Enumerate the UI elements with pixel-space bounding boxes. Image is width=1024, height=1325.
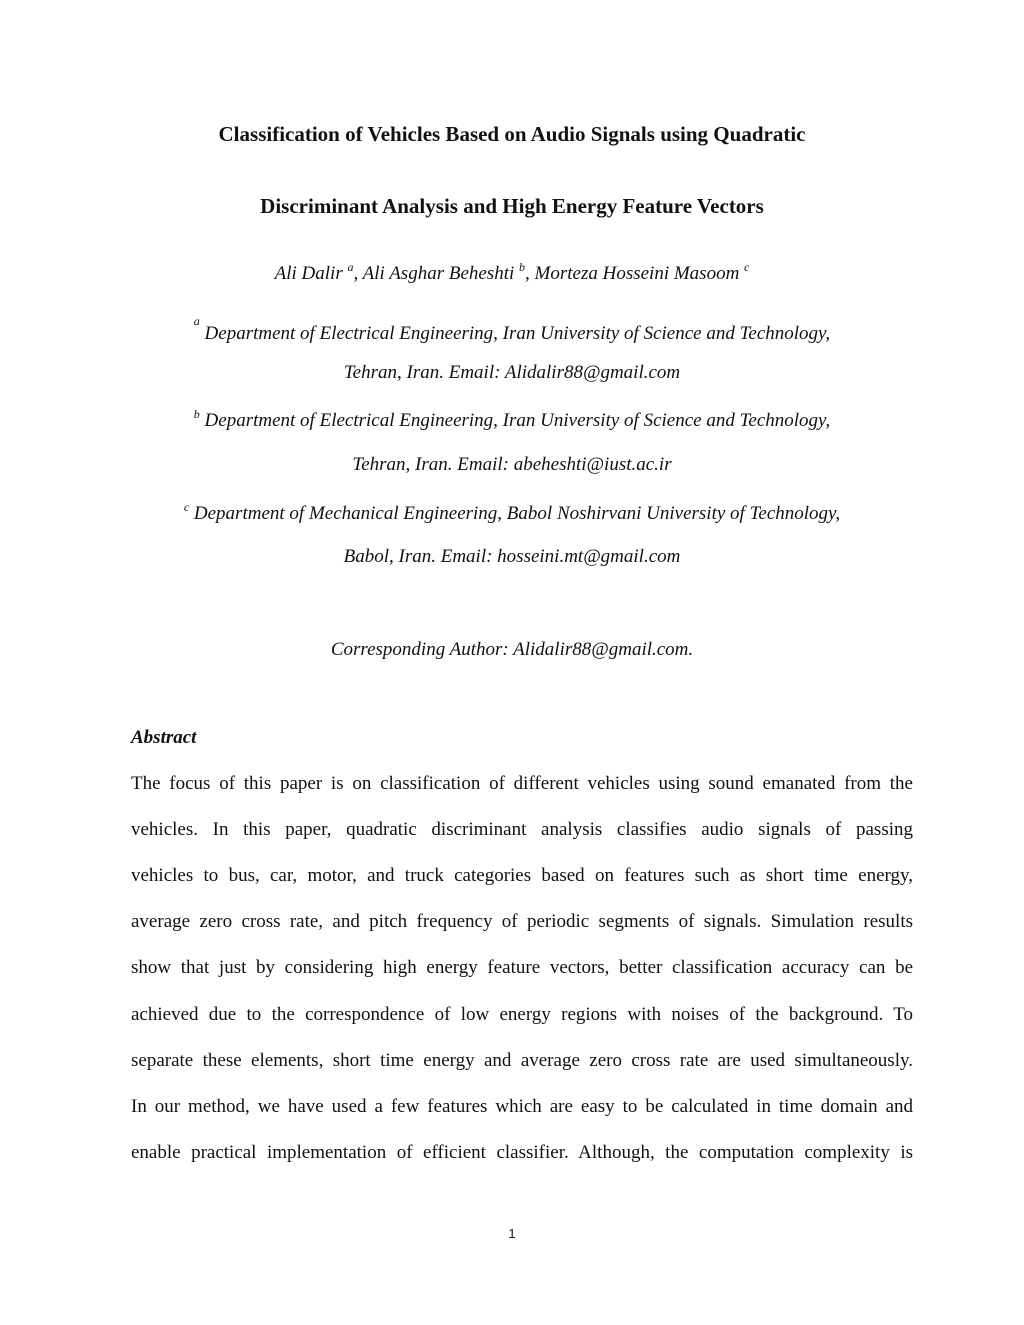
affiliation-c-text: Department of Mechanical Engineering, Babol Noshirvani University of Technology, — [193, 503, 841, 524]
affiliation-c-mark: c — [183, 500, 190, 514]
affiliation-a-mark: a — [193, 314, 200, 328]
abstract-line-4: average zero cross rate, and pitch frequency of periodic segments of signals. Simulation results — [131, 911, 913, 932]
affiliation-b-text: Department of Electrical Engineering, Iran University of Science and Technology, — [204, 410, 831, 431]
affiliation-b-mark: b — [193, 407, 200, 421]
author-a: Ali Dalir — [274, 263, 343, 284]
author-c-mark: c — [744, 260, 750, 274]
paper-title-line-1: Classification of Vehicles Based on Audio Signals using Quadratic — [218, 122, 806, 146]
page-number: 1 — [508, 1226, 516, 1241]
paper-title-line-2: Discriminant Analysis and High Energy Feature Vectors — [260, 194, 764, 218]
affiliation-a-line-1 — [0, 314, 1024, 345]
abstract-line-7: separate these elements, short time energy and average zero cross rate are used simultaneously. — [131, 1050, 913, 1071]
affiliation-c-line-2: Babol, Iran. Email: hosseini.mt@gmail.com — [343, 546, 681, 567]
corresponding-author: Corresponding Author: Alidalir88@gmail.com. — [330, 639, 694, 660]
abstract-heading: Abstract — [131, 727, 197, 748]
abstract-line-3: vehicles to bus, car, motor, and truck categories based on features such as short time energy, — [131, 865, 913, 886]
abstract-line-1: The focus of this paper is on classification of different vehicles using sound emanated from the — [131, 773, 913, 794]
author-c: , Morteza Hosseini Masoom — [525, 263, 740, 284]
abstract-line-6: achieved due to the correspondence of low energy regions with noises of the background. To — [131, 1004, 913, 1025]
author-list — [0, 260, 1024, 285]
abstract-line-9: enable practical implementation of efficient classifier. Although, the computation complexity is — [131, 1142, 913, 1163]
author-b-mark: b — [519, 260, 526, 274]
abstract-line-8: In our method, we have used a few features which are easy to be calculated in time domain and — [131, 1096, 913, 1117]
abstract-line-2: vehicles. In this paper, quadratic discriminant analysis classifies audio signals of passing — [131, 819, 913, 840]
affiliation-a-line-2: Tehran, Iran. Email: Alidalir88@gmail.com — [343, 362, 681, 383]
author-b: , Ali Asghar Beheshti — [353, 263, 515, 284]
affiliation-b-line-2: Tehran, Iran. Email: abeheshti@iust.ac.ir — [352, 454, 672, 475]
affiliation-c-line-1 — [0, 500, 1024, 525]
author-a-mark: a — [347, 260, 354, 274]
affiliation-b-line-1 — [0, 407, 1024, 432]
affiliation-a-text: Department of Electrical Engineering, Iran University of Science and Technology, — [204, 323, 831, 344]
abstract-line-5: show that just by considering high energy feature vectors, better classification accuracy can be — [131, 957, 913, 978]
